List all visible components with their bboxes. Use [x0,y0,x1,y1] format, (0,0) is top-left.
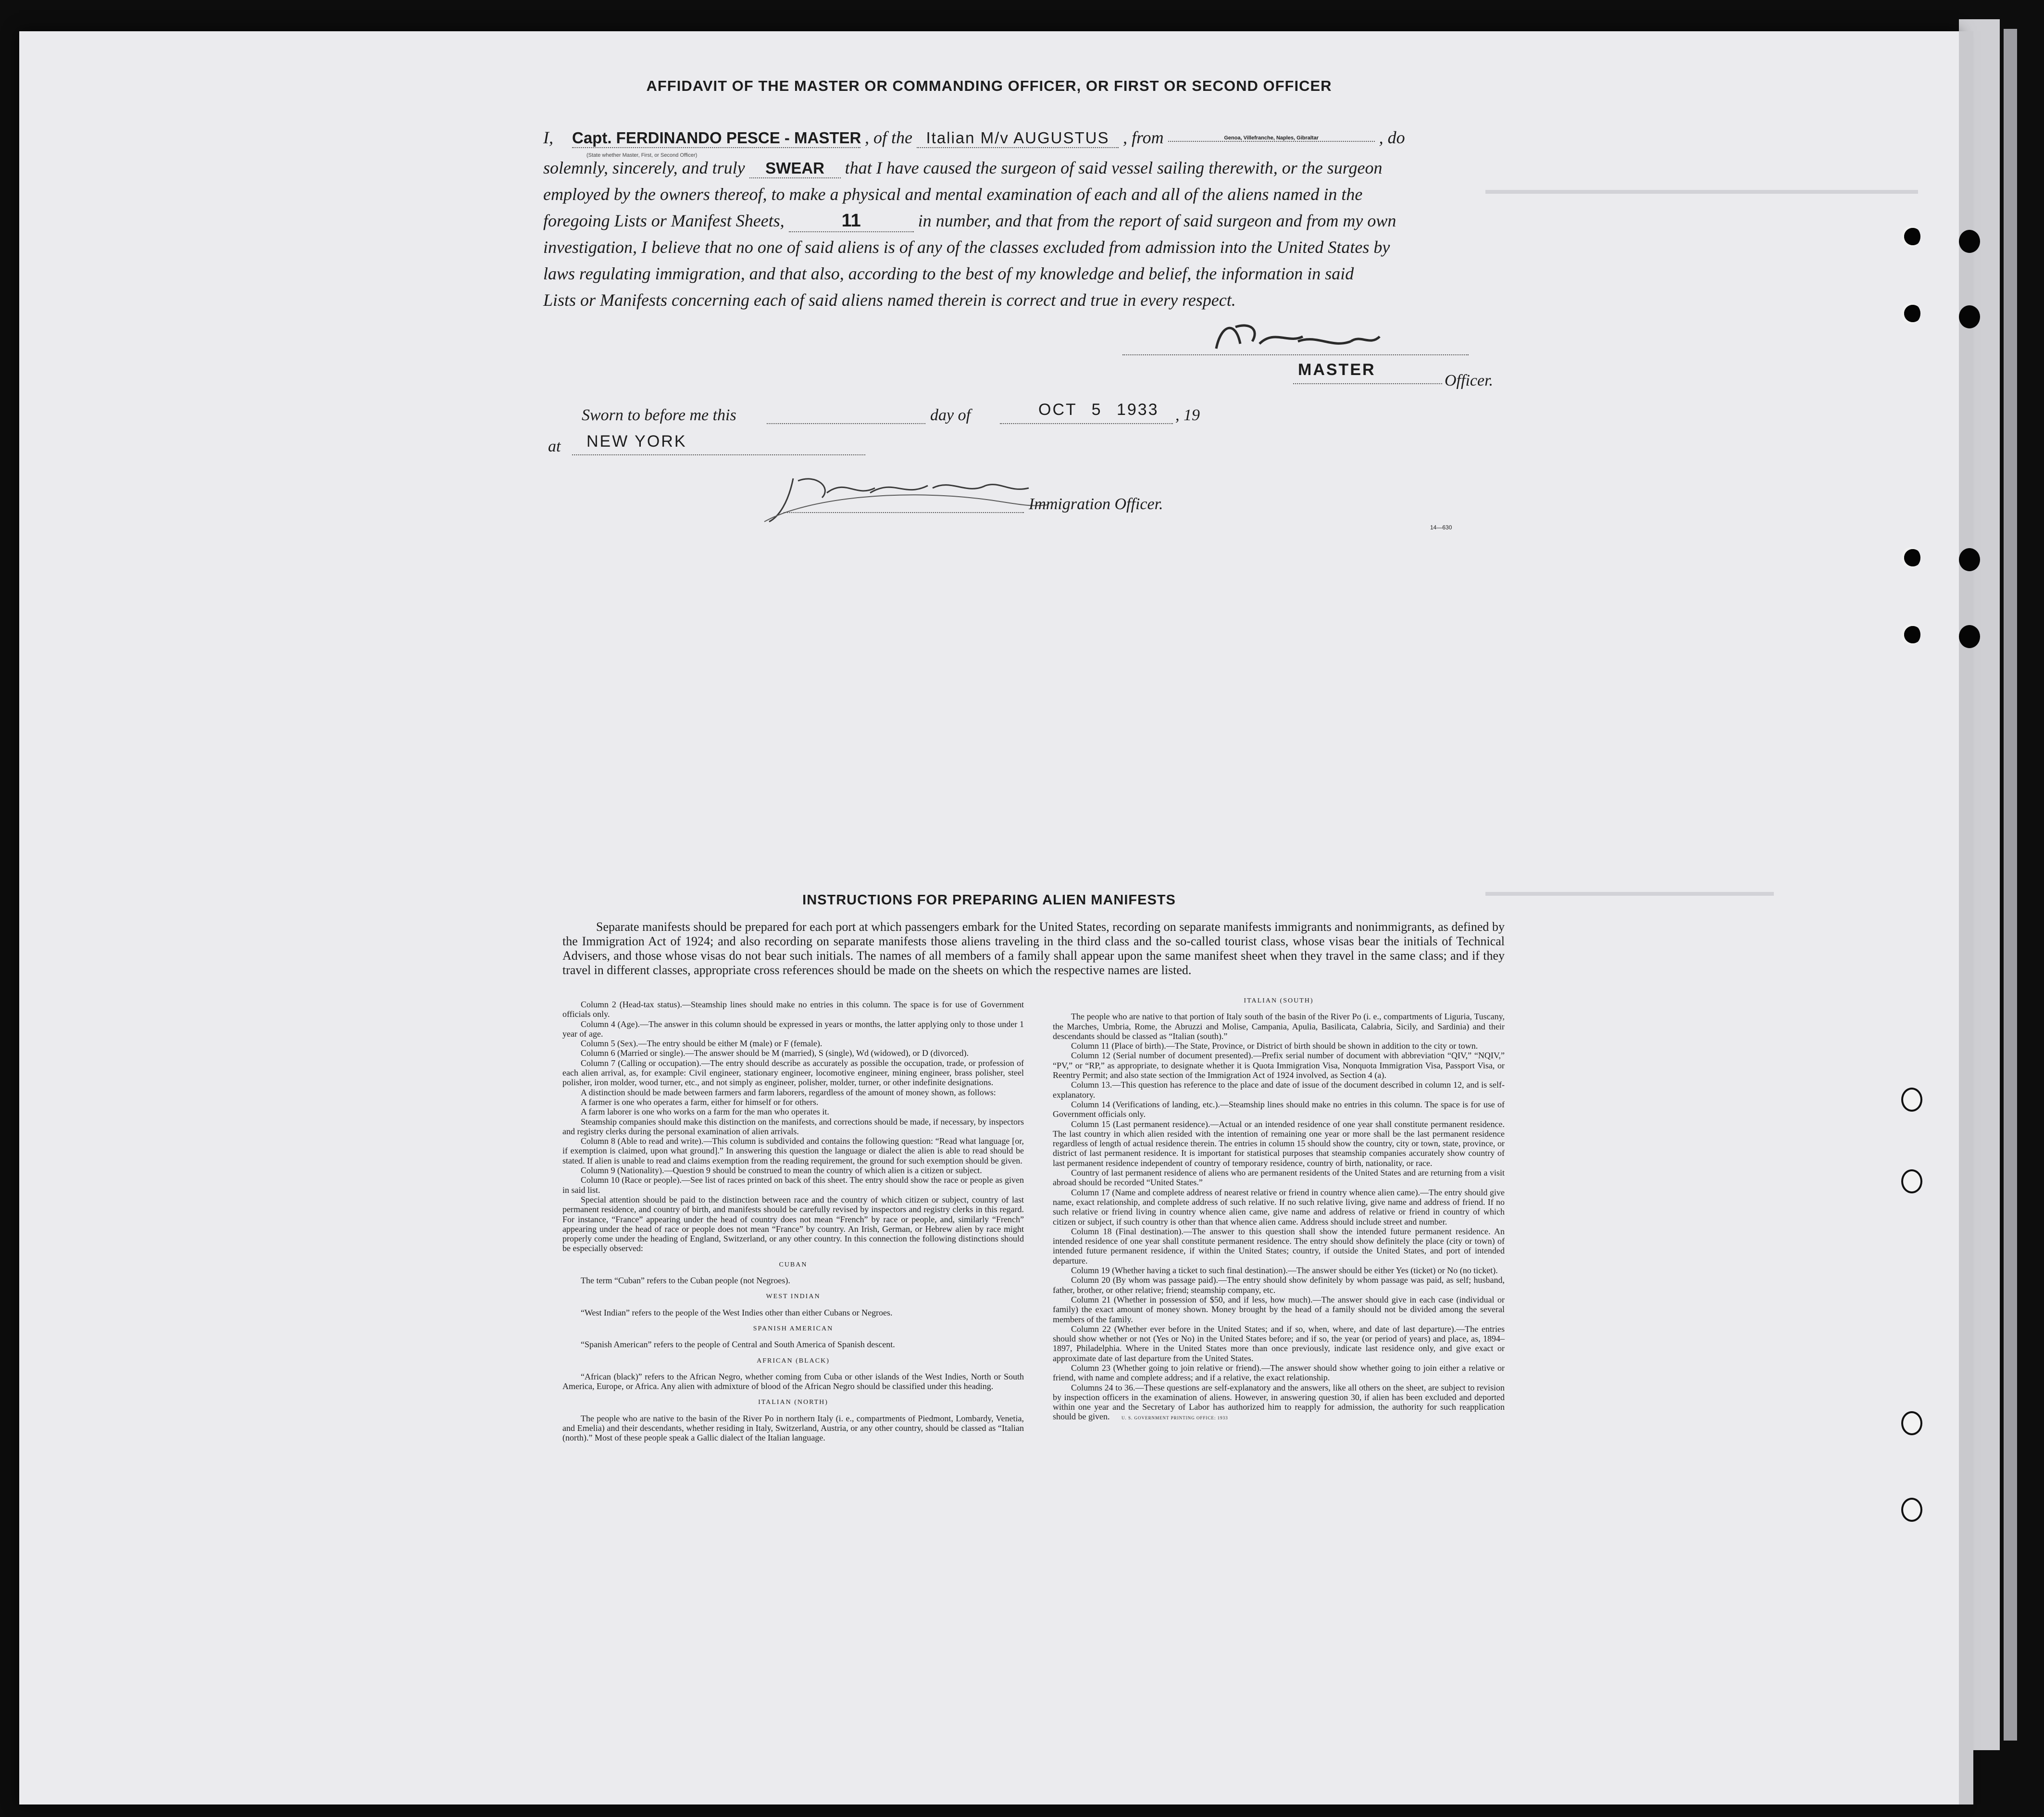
instruction-paragraph: Column 10 (Race or people).—See list of races printed on back of this sheet. The entry should show the race or people as given in said list. [562,1175,1024,1195]
definition-text: “West Indian” refers to the people of the West Indies other than either Cubans or Negroes. [581,1307,893,1317]
instruction-paragraph: Steamship companies should make this distinction on the manifests, and corrections should be made, if necessary, by inspectors and registry clerks during the personal examination of alien arrivals. [562,1116,1024,1136]
definition-heading: AFRICAN (BLACK) [757,1357,830,1365]
affidavit-text: in number, and that from the report of said surgeon and from my own [918,211,1396,230]
instruction-paragraph: Column 2 (Head-tax status).—Steamship lines should make no entries in this column. The space is for use of Government officials only. [562,1000,1024,1019]
punch-hole [1901,226,1920,247]
instruction-paragraph: A farmer is one who operates a farm, either for himself or for others. [581,1097,819,1107]
binder-rail [2004,29,2017,1741]
do-label: , do [1379,128,1405,147]
instruction-paragraph: Column 21 (Whether in possession of $50, and if less, how much).—The answer should give in each case (individual or family) the exact amount of money shown. Money brought by the head of a family should not be divided among the several members of the family. [1053,1294,1505,1324]
master-title: MASTER [1298,361,1376,379]
instructions-intro: Separate manifests should be prepared for each port at which passengers embark for the United States, recording on separate manifests immigrants and nonimmigrants, as defined by the Immigration Act of 1924; and also recording on separate manifests those aliens traveling in the third class and the so-called tourist class, whose visas bear the initials of Technical Advisers, and those whose visas do not bear such initials. The names of all members of a family shall appear upon the same manifest sheet when they travel in the same class; and if they travel in different classes, appropriate cross references should be made on the sheets on which the respective names are listed. [562,920,1505,977]
affidavit-line-2 [543,158,1382,178]
from-label: , from [1122,128,1164,147]
affidavit-text: foregoing Lists or Manifest Sheets, [543,211,785,230]
instructions-title: INSTRUCTIONS FOR PREPARING ALIEN MANIFESTS [802,892,1176,908]
sworn-date-line [1000,423,1173,424]
instruction-paragraph: Column 8 (Able to read and write).—This column is subdivided and contains the following question: “Read what language [or, if exemption is claimed, upon what ground].” In answering this question the language or dialect the alien is able to read should be stated. If alien is unable to read and claims exemption from the reading requirement, the ground for such exemption should be given. [562,1136,1024,1165]
instruction-paragraph: Country of last permanent residence of aliens who are permanent residents of the United States and are returning from a visit abroad should be recorded “United States.” [1053,1168,1505,1188]
instruction-paragraph: Column 11 (Place of birth).—The State, Province, or District of birth should be shown in addition to the city or town. [1071,1041,1478,1051]
instruction-paragraph: Column 20 (By whom was passage paid).—The entry should show definitely by whom passage was paid, as self; husband, father, brother, or other relative; friend; steamship company, etc. [1053,1275,1505,1295]
solemnly-label: solemnly, sincerely, and truly [543,158,745,177]
instruction-paragraph: Special attention should be paid to the distinction between race and the country of which citizen or subject, country of last permanent residence, and country of birth, and manifests should be carefully revised by inspectors and registry clerks in this regard. For instance, “France” appearing under the head of country does not mean “French” by race or people, and, similarly “French” appearing under the head of race or people does not mean “France” by country. An Irish, German, or Hebrew alien by race might properly come under the heading of England, Switzerland, or any other country. In this connection the following distinctions should be especially observed: [562,1194,1024,1253]
instruction-paragraph: Column 9 (Nationality).—Question 9 should be construed to mean the country of which alien is a citizen or subject. [581,1165,982,1176]
definition-heading: ITALIAN (NORTH) [758,1399,828,1406]
officer-rank-note: (State whether Master, First, or Second Officer) [586,152,698,158]
definition-text: The people who are native to the basin of the River Po in northern Italy (i. e., compartments of Piedmont, Lombardy, Venetia, and Emelia) and their descendants, whether residing in Italy, Switzerland, Austria, or any other country, should be classed as “Italian (north).” Most of these people speak a Gallic dialect of the Italian language. [562,1413,1024,1443]
punch-hole [1901,1169,1922,1193]
printer-note: U. S. GOVERNMENT PRINTING OFFICE: 1933 [1122,1416,1228,1421]
master-signature [1207,315,1389,368]
instruction-paragraph: Column 14 (Verifications of landing, etc.).—Steamship lines should make no entries in this column. The space is for use of Government officials only. [1053,1099,1505,1119]
instruction-text: Columns 24 to 36.—These questions are self-explanatory and the answers, like all others on the sheet, are subject to revision by inspection officers in the examination of aliens. However, in answering question 30, if alien has been excluded and deported within one year and the Secretary of Labor has authorized him to reapply for admission, the authority for such reapplication should be given. [1053,1382,1505,1422]
bleed-through-line [1485,190,1918,194]
sworn-day-line [767,423,925,424]
punch-hole [1959,230,1980,253]
day-of-label: day of [930,406,971,424]
punch-hole [1959,305,1980,328]
oath-word: SWEAR [749,159,841,178]
punch-hole [1901,624,1920,645]
immigration-officer-label: Immigration Officer. [1029,495,1163,513]
instructions-right-column [1053,996,1505,1423]
affidavit-line-4 [543,211,1396,232]
instruction-paragraph: Column 19 (Whether having a ticket to such final destination).—The answer should be either Yes (ticket) or No (no ticket). [1071,1266,1498,1276]
instruction-paragraph [1053,1383,1505,1423]
punch-hole [1901,547,1920,568]
punch-hole [1901,1498,1922,1522]
form-number: 14—630 [1430,524,1452,531]
definition-text: “Spanish American” refers to the people of Central and South America of Spanish descent. [581,1340,895,1350]
affidavit-line-3: employed by the owners thereof, to make a physical and mental examination of each and all of the aliens named in the [543,185,1363,204]
affidavit-title: AFFIDAVIT OF THE MASTER OR COMMANDING OFFICER, OR FIRST OR SECOND OFFICER [646,77,1332,94]
definition-text: “African (black)” refers to the African Negro, whether coming from Cuba or other islands of the West Indies, North or South America, Europe, or Africa. Any alien with admixture of blood of the African Negro should be classified under this heading. [562,1371,1024,1391]
sworn-place: NEW YORK [586,432,687,451]
instruction-paragraph: Column 6 (Married or single).—The answer should be M (married), S (single), Wd (widowed), or D (divorced). [581,1048,969,1058]
punch-hole [1959,548,1980,571]
vessel-name: Italian M/v AUGUSTUS [917,129,1119,148]
punch-hole [1901,303,1920,324]
affidavit-text: that I have caused the surgeon of said vessel sailing therewith, or the surgeon [845,158,1383,177]
definition-text: The term “Cuban” refers to the Cuban people (not Negroes). [581,1276,790,1286]
from-ports: Genoa, Villefranche, Naples, Gibraltar [1168,135,1375,142]
sworn-place-line [572,454,865,455]
instruction-paragraph: Column 18 (Final destination).—The answer to this question shall show the intended future permanent residence. An intended residence of one year shall constitute permanent residence. The entry should show definitely the place (city or town) of intended future permanent residence, if within the United States; country, if outside the United States, and port of intended departure. [1053,1226,1505,1266]
instruction-paragraph: Column 15 (Last permanent residence).—Actual or an intended residence of one year shall constitute permanent residence. The last country in which alien resided with the intention of remaining one year or more shall be the last permanent residence regardless of length of actual residence therein. The entries in column 15 should show the country, city or town, state, province, or district of last permanent residence. It is important for statistical purposes that steamship companies accurately show country of last permanent residence independent of country of temporary residence, country of birth, nationality, or race. [1053,1119,1505,1168]
definition-heading: WEST INDIAN [766,1293,821,1301]
at-label: at [548,438,561,455]
officer-label: Officer. [1445,372,1494,389]
immigration-officer-signature [760,459,1058,536]
affidavit-line-5: investigation, I believe that no one of said aliens is of any of the classes excluded from admission into the United States by [543,238,1390,257]
i-label: I, [543,128,553,147]
punch-hole [1901,1411,1922,1435]
officer-title-line [1293,383,1442,384]
sheet-count: 11 [789,211,914,232]
punch-hole [1959,625,1980,648]
instruction-paragraph: Column 17 (Name and complete address of nearest relative or friend in country whence alien came).—The entry should give name, exact relationship, and complete address of such relative. If no such relative living, give name and address of friend. If no such relative or friend living in country whence alien came, give name and address of relative or friend in country of which citizen or subject, if such country is other than that whence alien came. Address should include street and number. [1053,1187,1505,1227]
affidavit-line-1 [543,127,1405,148]
page-edge [1959,31,1973,1804]
immigration-officer-line [784,512,1024,513]
manifest-back-page [19,31,1959,1804]
definition-heading: ITALIAN (SOUTH) [1244,997,1314,1004]
punch-hole [1901,1088,1922,1112]
of-the-label: , of the [865,128,912,147]
instruction-paragraph: Column 4 (Age).—The answer in this column should be expressed in years or months, the latter applying only to those under 1 year of age. [562,1019,1024,1039]
sworn-label: Sworn to before me this [582,406,736,424]
definition-heading: SPANISH AMERICAN [753,1325,834,1332]
instruction-paragraph: A farm laborer is one who works on a farm for the man who operates it. [581,1107,829,1117]
officer-name: Capt. FERDINANDO PESCE - MASTER [572,129,860,148]
instruction-paragraph: A distinction should be made between farmers and farm laborers, regardless of the amount of money shown, as follows: [581,1087,996,1097]
definition-heading: CUBAN [779,1261,808,1268]
instructions-left-column [562,1000,1024,1443]
instruction-paragraph: Column 7 (Calling or occupation).—The entry should describe as accurately as possible the occupation, trade, or profession of each alien arrival, as, for example: Civil engineer, stationary engineer, locomotive engineer, mining engineer, brass polisher, steel polisher, iron molder, wood turner, etc., and not simply as engineer, polisher, molder, turner, or other indefinite designations. [562,1058,1024,1088]
affidavit-line-7: Lists or Manifests concerning each of said aliens named therein is correct and true in every respect. [543,290,1236,310]
instruction-paragraph: Column 13.—This question has reference to the place and date of issue of the document described in column 12, and is self-explanatory. [1053,1080,1505,1100]
affidavit-line-6: laws regulating immigration, and that also, according to the best of my knowledge and belief, the information in said [543,264,1354,283]
sworn-date: OCT 5 1933 [1038,401,1159,419]
instruction-paragraph: Column 22 (Whether ever before in the United States; and if so, when, where, and date of last departure).—The entries should show whether or not (Yes or No) in the United States before; and if so, the year (or period of years) and place, as, 1894–1897, Philadelphia. Where in the United States more than once previously, indicate last residence only, and give exact or approximate date of last departure from the United States. [1053,1324,1505,1363]
year-label: , 19 [1175,406,1200,424]
instruction-paragraph: Column 23 (Whether going to join relative or friend).—The answer should show whether going to join either a relative or friend, with name and complete address; and if a relative, the exact relationship. [1053,1363,1505,1383]
instruction-paragraph: The people who are native to that portion of Italy south of the basin of the River Po (i. e., compartments of Liguria, Tuscany, the Marches, Umbria, Rome, the Abruzzi and Molise, Campania, Apulia, Basilicata, Calabria, Sicily, and Sardinia) and their descendants should be classed as “Italian (south).” [1053,1012,1505,1041]
instruction-paragraph: Column 5 (Sex).—The entry should be either M (male) or F (female). [581,1039,823,1049]
instruction-paragraph: Column 12 (Serial number of document presented).—Prefix serial number of document with abbreviation “QIV,” “NQIV,” “PV,” or “RP,” as appropriate, to designate whether it is Quota Immigration Visa, Nonquota Immigration Visa, Passport Visa, or Reentry Permit; and also state section of the Immigration Act of 1924 involved, as Section 4 (a). [1053,1051,1505,1080]
